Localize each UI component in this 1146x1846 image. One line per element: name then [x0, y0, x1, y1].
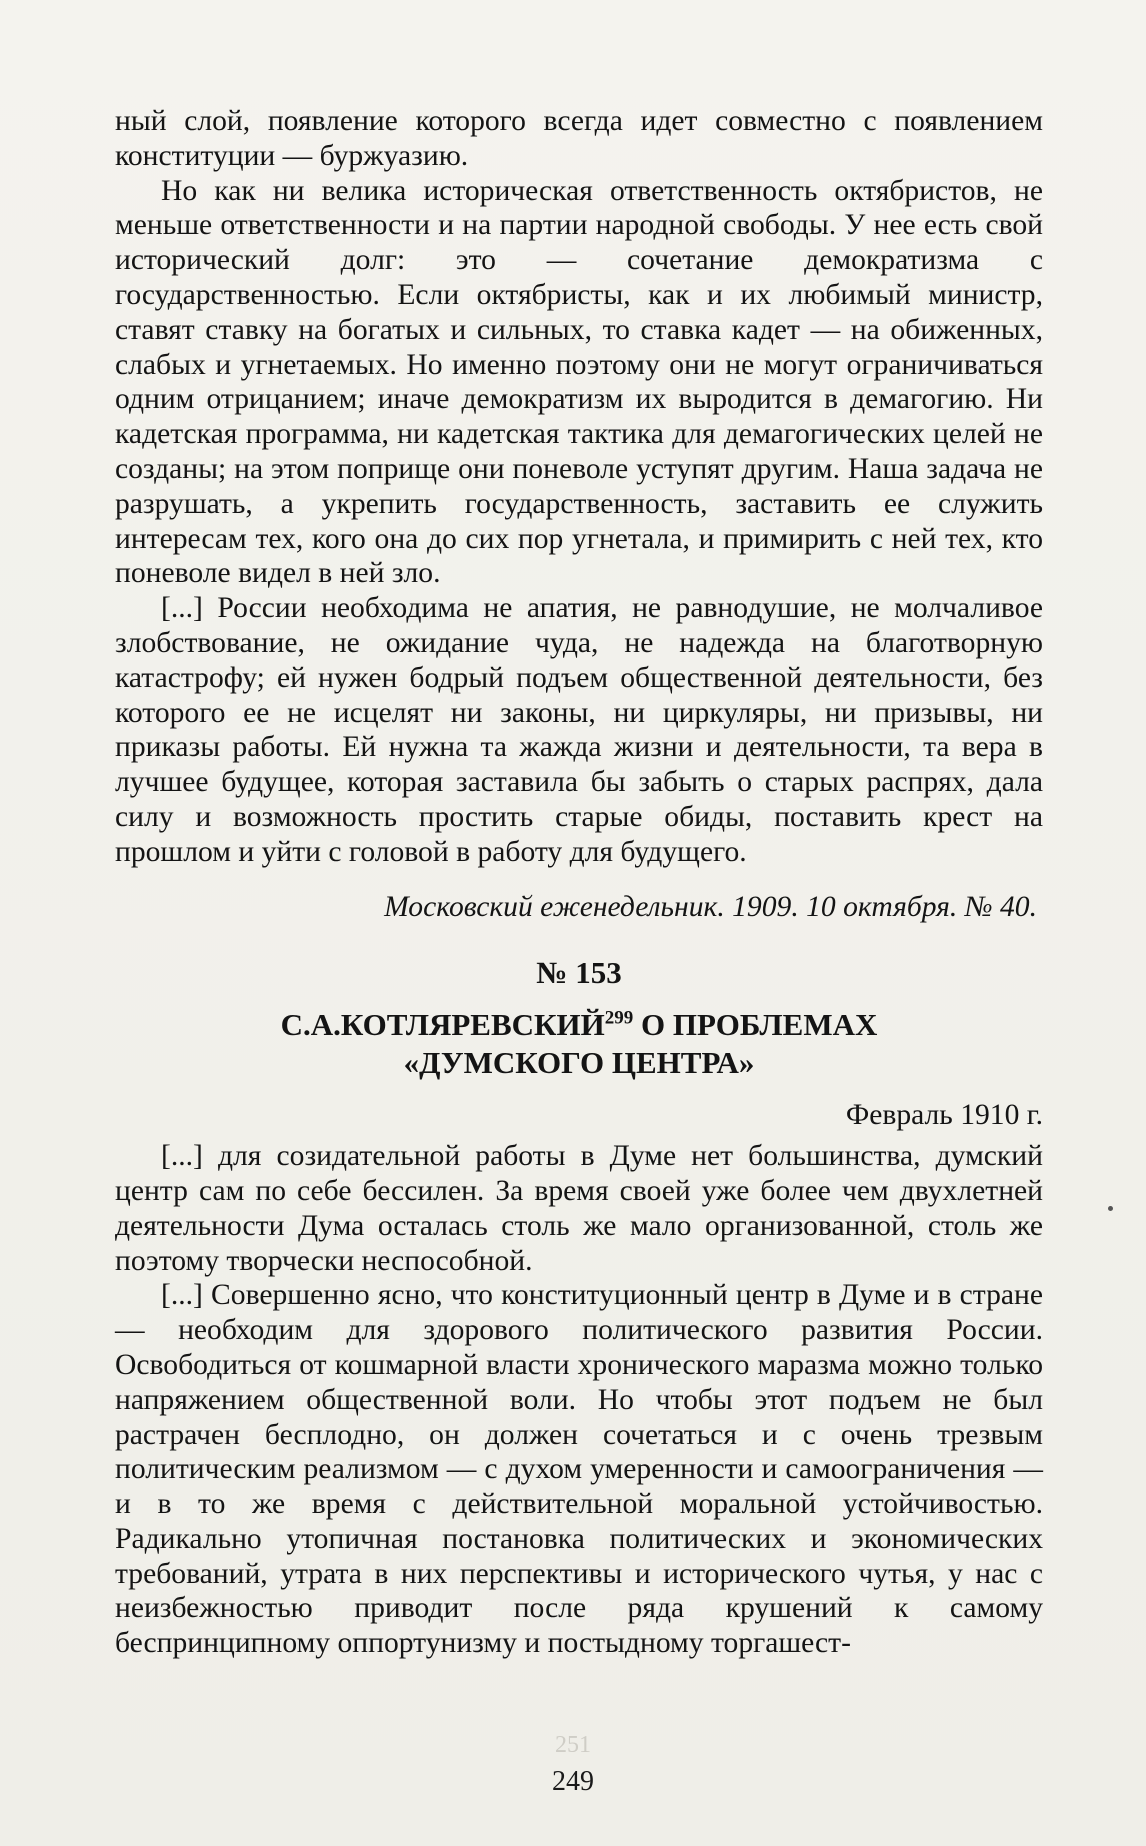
source-citation: Московский еженедельник. 1909. 10 октября. № 40. [384, 890, 1037, 923]
page-number: 249 [552, 1766, 594, 1797]
text-column [115, 104, 1043, 1661]
document-title-rest: О ПРОБЛЕМАХ [633, 1007, 878, 1043]
document-number: № 153 [536, 955, 622, 991]
document-title-line2: «ДУМСКОГО ЦЕНТРА» [403, 1045, 755, 1081]
document-title [115, 1006, 1043, 1082]
footnote-ref: 299 [604, 1008, 634, 1029]
paragraph-constitutional-center: [...] Совершенно ясно, что конституционный центр в Думе и в стране — необходим для здорового политического развития России. Освободиться от кошмарной власти хронического маразма можно только напряжением общественной воли. Но чтобы этот подъем не был растрачен бесплодно, он должен сочетаться и с очень трезвым политическим реализмом — с духом умеренности и самоограничения — и в то же время с действительной моральной устойчивостью. Радикально утопичная постановка политических и экономических требований, утрата в них перспективы и исторического чутья, у нас с неизбежностью приводит после ряда крушений к самому беспринципному оппортунизму и постыдному торгашест- [115, 1279, 1043, 1660]
paragraph-continuation: ный слой, появление которого всегда идет совместно с появлением конституции — буржуазию. [115, 105, 1043, 172]
document-title-author: С.А.КОТЛЯРЕВСКИЙ [280, 1007, 605, 1043]
paragraph-octobrists: Но как ни велика историческая ответственность октябристов, не меньше ответственности и на партии народной свободы. У нее есть свой исторический долг: это — сочетание демократизма с государственностью. Если октябристы, как и их любимый министр, ставят ставку на богатых и сильных, то ставка кадет — на обиженных, слабых и угнетаемых. Но именно поэтому они не могут ограничиваться одним отрицанием; иначе демократизм их выродится в демагогию. Ни кадетская программа, ни кадетская тактика для демагогических целей не созданы; на этом поприще они поневоле уступят другим. Наша задача не разрушать, а укрепить государственность, заставить ее служить интересам тех, кого она до сих пор угнетала, и примирить с ней тех, кто поневоле видел в ней зло. [115, 174, 1043, 590]
paragraph-russia-needs: [...] России необходима не апатия, не равнодушие, не молчаливое злобствование, не ожидание чуда, не надежда на благотворную катастрофу; ей нужен бодрый подъем общественной деятельности, без которого ее не исцелят ни законы, ни циркуляры, ни призывы, ни приказы работы. Ей нужна та жажда жизни и деятельности, та вера в лучшее будущее, которая заставила бы забыть о старых распрях, дала силу и возможность простить старые обиды, поставить крест на прошлом и уйти с головой в работу для будущего. [115, 592, 1043, 868]
bleed-through-page-number: 251 [555, 1732, 591, 1758]
print-speck [1108, 1206, 1113, 1211]
paragraph-duma-majority: [...] для созидательной работы в Думе нет большинства, думский центр сам по себе бессилен. За время своей уже более чем двухлетней деятельности Дума осталась столь же мало организованной, столь же поэтому творчески неспособной. [115, 1140, 1043, 1277]
document-date: Февраль 1910 г. [845, 1099, 1043, 1132]
